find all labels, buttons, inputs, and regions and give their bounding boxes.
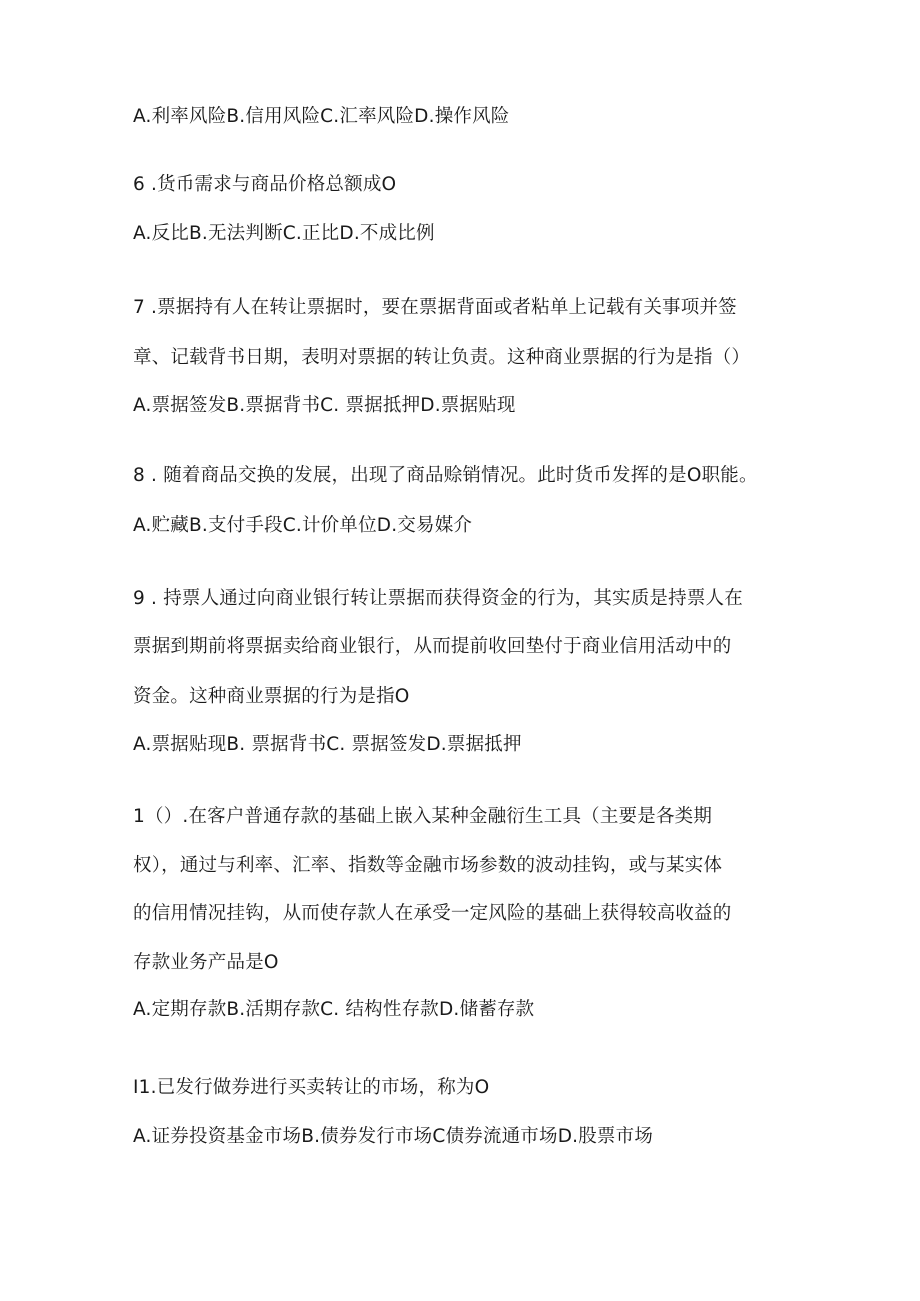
q11-options: A.证券投资基金市场B.债券发行市场C债券流通市场D.股票市场 xyxy=(133,1126,654,1147)
q10-options: A.定期存款B.活期存款C. 结构性存款D.储蓄存款 xyxy=(133,999,535,1020)
q5-options: A.利率风险B.信用风险C.汇率风险D.操作风险 xyxy=(133,106,510,127)
q9-options: A.票据贴现B. 票据背书C. 票据签发D.票据抵押 xyxy=(133,734,522,755)
q8-question: 8 . 随着商品交换的发展，出现了商品赊销情况。此时货币发挥的是O职能。 xyxy=(133,465,758,486)
q7-question-line-1: 7 .票据持有人在转让票据时，要在票据背面或者粘单上记载有关事项并签 xyxy=(133,297,737,318)
q7-options: A.票据签发B.票据背书C. 票据抵押D.票据贴现 xyxy=(133,395,516,416)
q10-question-line-4: 存款业务产品是O xyxy=(133,952,279,973)
q10-question-line-1: 1（）.在客户普通存款的基础上嵌入某种金融衍生工具（主要是各类期 xyxy=(133,806,713,827)
q10-question-line-3: 的信用情况挂钩，从而使存款人在承受一定风险的基础上获得较高收益的 xyxy=(133,903,732,924)
q6-options: A.反比B.无法判断C.正比D.不成比例 xyxy=(133,223,435,244)
q9-question-line-2: 票据到期前将票据卖给商业银行，从而提前收回垫付于商业信用活动中的 xyxy=(133,636,732,657)
q9-question-line-3: 资金。这种商业票据的行为是指O xyxy=(133,686,410,707)
q6-question: 6 .货币需求与商品价格总额成O xyxy=(133,174,397,195)
q8-options: A.贮藏B.支付手段C.计价单位D.交易媒介 xyxy=(133,515,473,536)
q11-question: I1.已发行做券进行买卖转让的市场，称为O xyxy=(133,1077,490,1098)
q9-question-line-1: 9 . 持票人通过向商业银行转让票据而获得资金的行为，其实质是持票人在 xyxy=(133,588,743,609)
q7-question-line-2: 章、记载背书日期，表明对票据的转让负责。这种商业票据的行为是指（） xyxy=(133,347,751,368)
q10-question-line-2: 权），通过与利率、汇率、指数等金融市场参数的波动挂钩，或与某实体 xyxy=(133,855,723,876)
